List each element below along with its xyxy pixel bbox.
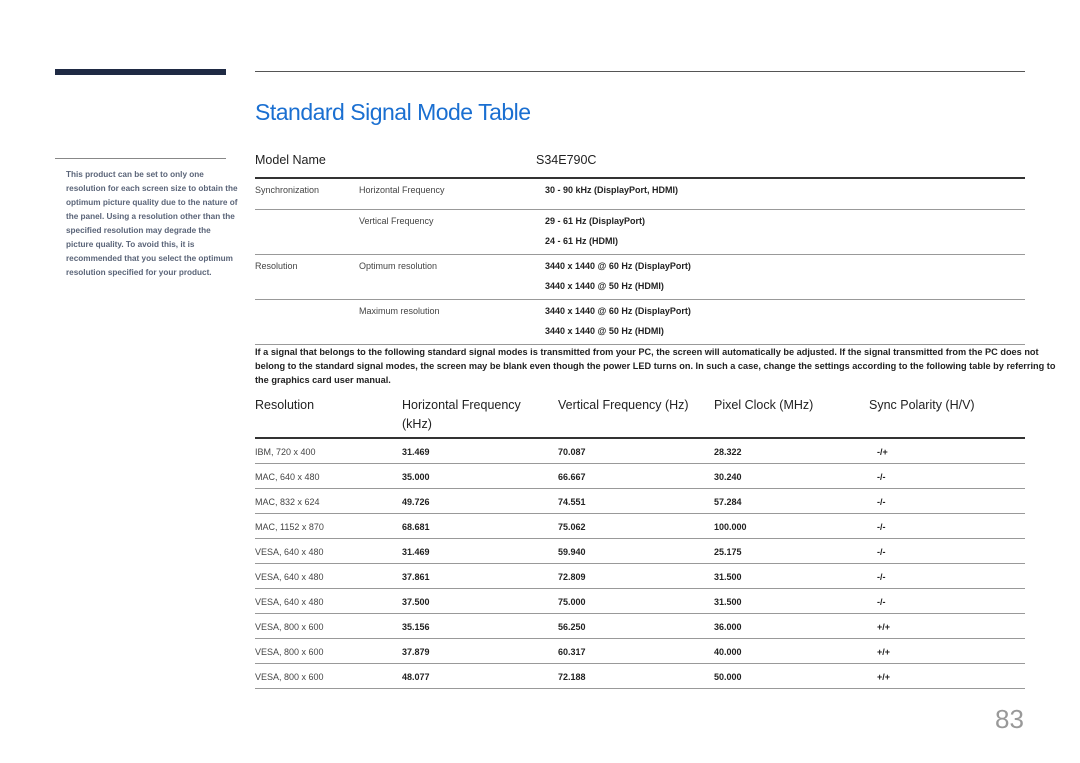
page-title: Standard Signal Mode Table [255,99,531,125]
spec-row [255,255,1025,300]
mode-horizontal-frequency: 31.469 [402,547,430,557]
mode-horizontal-frequency: 48.077 [402,672,430,682]
mode-pixel-clock: 57.284 [714,497,742,507]
spec-table [255,150,1025,345]
mode-pixel-clock: 28.322 [714,447,742,457]
spec-value: 3440 x 1440 @ 50 Hz (HDMI) [545,326,664,336]
header-vertical-frequency: Vertical Frequency (Hz) [558,398,689,412]
mode-horizontal-frequency: 35.156 [402,622,430,632]
mode-pixel-clock: 100.000 [714,522,747,532]
spec-group-label: Resolution [255,261,298,271]
mode-horizontal-frequency: 37.861 [402,572,430,582]
mode-horizontal-frequency: 31.469 [402,447,430,457]
mode-vertical-frequency: 72.188 [558,672,586,682]
description-paragraph: If a signal that belongs to the following standard signal modes is transmitted from your PC, the screen will automatically be adjusted. If the signal transmitted from the PC does not belong to the standard signal modes, the screen may be blank even though the power LED turns on. In such a case, change the settings according to the following table by referring to the graphics card user manual. [255,347,1056,385]
mode-horizontal-frequency: 49.726 [402,497,430,507]
mode-horizontal-frequency: 37.879 [402,647,430,657]
spec-item-label: Maximum resolution [359,306,440,316]
mode-pixel-clock: 50.000 [714,672,742,682]
spec-value: 30 - 90 kHz (DisplayPort, HDMI) [545,185,679,195]
mode-horizontal-frequency: 35.000 [402,472,430,482]
section-marker-bar [55,69,226,75]
mode-resolution: MAC, 832 x 624 [255,497,320,507]
mode-resolution: VESA, 640 x 480 [255,597,324,607]
table-row [255,514,1025,539]
mode-pixel-clock: 31.500 [714,572,742,582]
mode-pixel-clock: 40.000 [714,647,742,657]
header-pixel-clock: Pixel Clock (MHz) [714,398,814,412]
spec-value: 3440 x 1440 @ 50 Hz (HDMI) [545,281,664,291]
signal-mode-table [255,394,1025,689]
spec-item-label: Vertical Frequency [359,216,434,226]
mode-sync-polarity: +/+ [877,622,891,632]
mode-vertical-frequency: 75.000 [558,597,586,607]
header-sync-polarity: Sync Polarity (H/V) [869,398,975,412]
spec-values [545,185,678,205]
mode-resolution: VESA, 640 x 480 [255,547,324,557]
spec-table-body [255,179,1025,345]
spec-values [545,216,645,256]
mode-vertical-frequency: 59.940 [558,547,586,557]
table-row [255,539,1025,564]
spec-table-header [255,150,1025,179]
mode-horizontal-frequency: 37.500 [402,597,430,607]
mode-resolution: MAC, 1152 x 870 [255,522,324,532]
spec-row [255,300,1025,345]
spec-value: 3440 x 1440 @ 60 Hz (DisplayPort) [545,261,691,271]
mode-sync-polarity: -/- [877,547,886,557]
page-number: 83 [995,704,1024,734]
mode-sync-polarity: -/- [877,597,886,607]
mode-vertical-frequency: 72.809 [558,572,586,582]
table-row [255,614,1025,639]
mode-pixel-clock: 25.175 [714,547,742,557]
header-resolution: Resolution [255,398,315,412]
mode-pixel-clock: 31.500 [714,597,742,607]
sidebar-note: This product can be set to only one resolution for each screen size to obtain the optimum picture quality due to the nature of the panel. Using a resolution other than the specified resolution may degrade the picture quality. To avoid this, it is recommended that you select the optimum resolution specified for your product. [66,170,238,277]
table-row [255,439,1025,464]
mode-resolution: VESA, 800 x 600 [255,622,324,632]
mode-horizontal-frequency: 68.681 [402,522,430,532]
spec-values [545,306,691,346]
spec-value: 29 - 61 Hz (DisplayPort) [545,216,646,226]
mode-vertical-frequency: 56.250 [558,622,586,632]
mode-sync-polarity: -/- [877,522,886,532]
mode-pixel-clock: 30.240 [714,472,742,482]
signal-mode-table-body [255,439,1025,689]
mode-sync-polarity: -/+ [877,447,888,457]
mode-sync-polarity: -/- [877,472,886,482]
mode-sync-polarity: -/- [877,497,886,507]
mode-sync-polarity: -/- [877,572,886,582]
mode-vertical-frequency: 75.062 [558,522,586,532]
table-row [255,664,1025,689]
mode-sync-polarity: +/+ [877,647,891,657]
spec-row [255,179,1025,210]
mode-sync-polarity: +/+ [877,672,891,682]
spec-values [545,261,691,301]
mode-vertical-frequency: 60.317 [558,647,586,657]
spec-item-label: Optimum resolution [359,261,438,271]
table-row [255,564,1025,589]
mode-resolution: IBM, 720 x 400 [255,447,316,457]
model-name-label: Model Name [255,153,326,167]
spec-item-label: Horizontal Frequency [359,185,445,195]
sidebar-rule [55,158,226,159]
model-name-value: S34E790C [536,153,597,167]
spec-row [255,210,1025,255]
mode-vertical-frequency: 74.551 [558,497,586,507]
mode-resolution: MAC, 640 x 480 [255,472,320,482]
mode-vertical-frequency: 66.667 [558,472,586,482]
mode-resolution: VESA, 800 x 600 [255,647,324,657]
signal-mode-table-header [255,394,1025,439]
mode-resolution: VESA, 800 x 600 [255,672,324,682]
spec-group-label: Synchronization [255,185,320,195]
spec-value: 24 - 61 Hz (HDMI) [545,236,619,246]
table-row [255,464,1025,489]
table-row [255,489,1025,514]
spec-value: 3440 x 1440 @ 60 Hz (DisplayPort) [545,306,691,316]
table-row [255,639,1025,664]
mode-vertical-frequency: 70.087 [558,447,586,457]
header-horizontal-frequency: Horizontal Frequency (kHz) [402,398,521,431]
header-rule [255,71,1025,72]
mode-resolution: VESA, 640 x 480 [255,572,324,582]
mode-pixel-clock: 36.000 [714,622,742,632]
table-row [255,589,1025,614]
